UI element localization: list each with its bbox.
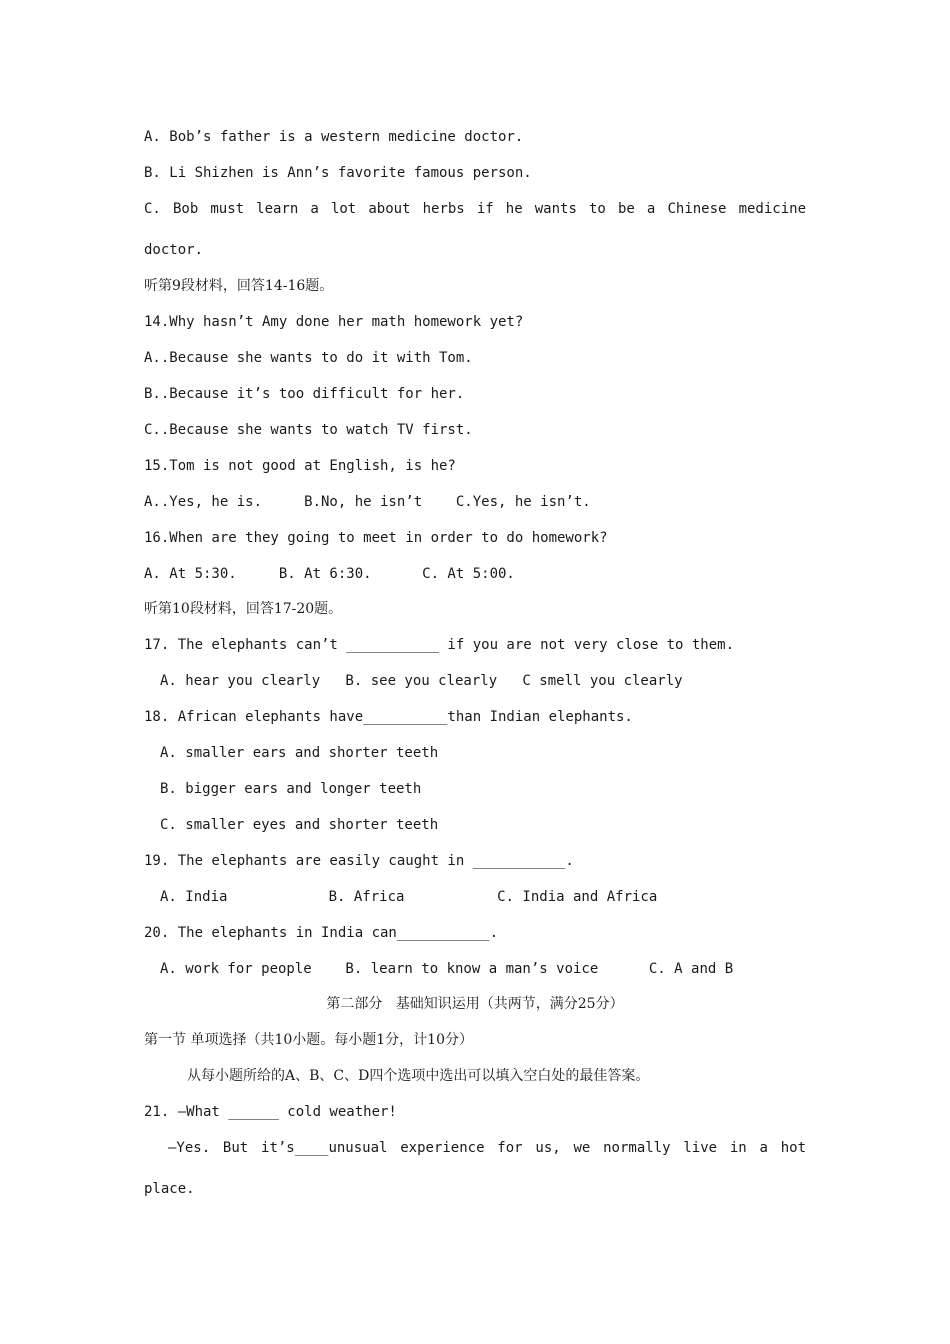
q14-option-c: C..Because she wants to watch TV first. [144,422,473,438]
q17-options: A. hear you clearly B. see you clearly C smell you clearly [160,673,683,689]
q13-option-a: A. Bob’s father is a western medicine doctor. [144,129,524,145]
section-one-instructions: 从每小题所给的A、B、C、D四个选项中选出可以填入空白处的最佳答案。 [187,1068,650,1084]
section-heading-passage-10: 听第10段材料，回答17-20题。 [144,601,343,617]
q14-option-b: B..Because it’s too difficult for her. [144,386,465,402]
section-heading-passage-9: 听第9段材料，回答14-16题。 [144,278,334,294]
question-14: 14.Why hasn’t Amy done her math homework yet? [144,314,524,330]
q18-option-c: C. smaller eyes and shorter teeth [160,817,439,833]
q18-option-a: A. smaller ears and shorter teeth [160,745,439,761]
q15-options: A..Yes, he is. B.No, he isn’t C.Yes, he isn’t. [144,494,591,510]
question-18: 18. African elephants have__________than Indian elephants. [144,709,633,725]
section-one-heading: 第一节 单项选择（共10小题。每小题1分，计10分） [144,1032,473,1048]
q21-response-continued: place. [144,1181,195,1197]
question-19: 19. The elephants are easily caught in ___________. [144,853,574,869]
question-20: 20. The elephants in India can___________. [144,925,499,941]
q13-option-c: C. Bob must learn a lot about herbs if he wants to be a Chinese medicine [144,201,806,217]
q18-option-b: B. bigger ears and longer teeth [160,781,422,797]
q16-options: A. At 5:30. B. At 6:30. C. At 5:00. [144,566,515,582]
question-21: 21. —What ______ cold weather! [144,1104,397,1120]
question-17: 17. The elephants can’t ___________ if you are not very close to them. [144,637,735,653]
q20-options: A. work for people B. learn to know a man’s voice C. A and B [160,961,734,977]
part-two-heading: 第二部分 基础知识运用（共两节，满分25分） [326,996,624,1012]
q13-option-b: B. Li Shizhen is Ann’s favorite famous person. [144,165,532,181]
question-16: 16.When are they going to meet in order to do homework? [144,530,608,546]
question-15: 15.Tom is not good at English, is he? [144,458,456,474]
q19-options: A. India B. Africa C. India and Africa [160,889,658,905]
q14-option-a: A..Because she wants to do it with Tom. [144,350,473,366]
q13-option-c-continued: doctor. [144,242,204,258]
q21-response: —Yes. But it’s____unusual experience for us, we normally live in a hot [168,1140,806,1156]
